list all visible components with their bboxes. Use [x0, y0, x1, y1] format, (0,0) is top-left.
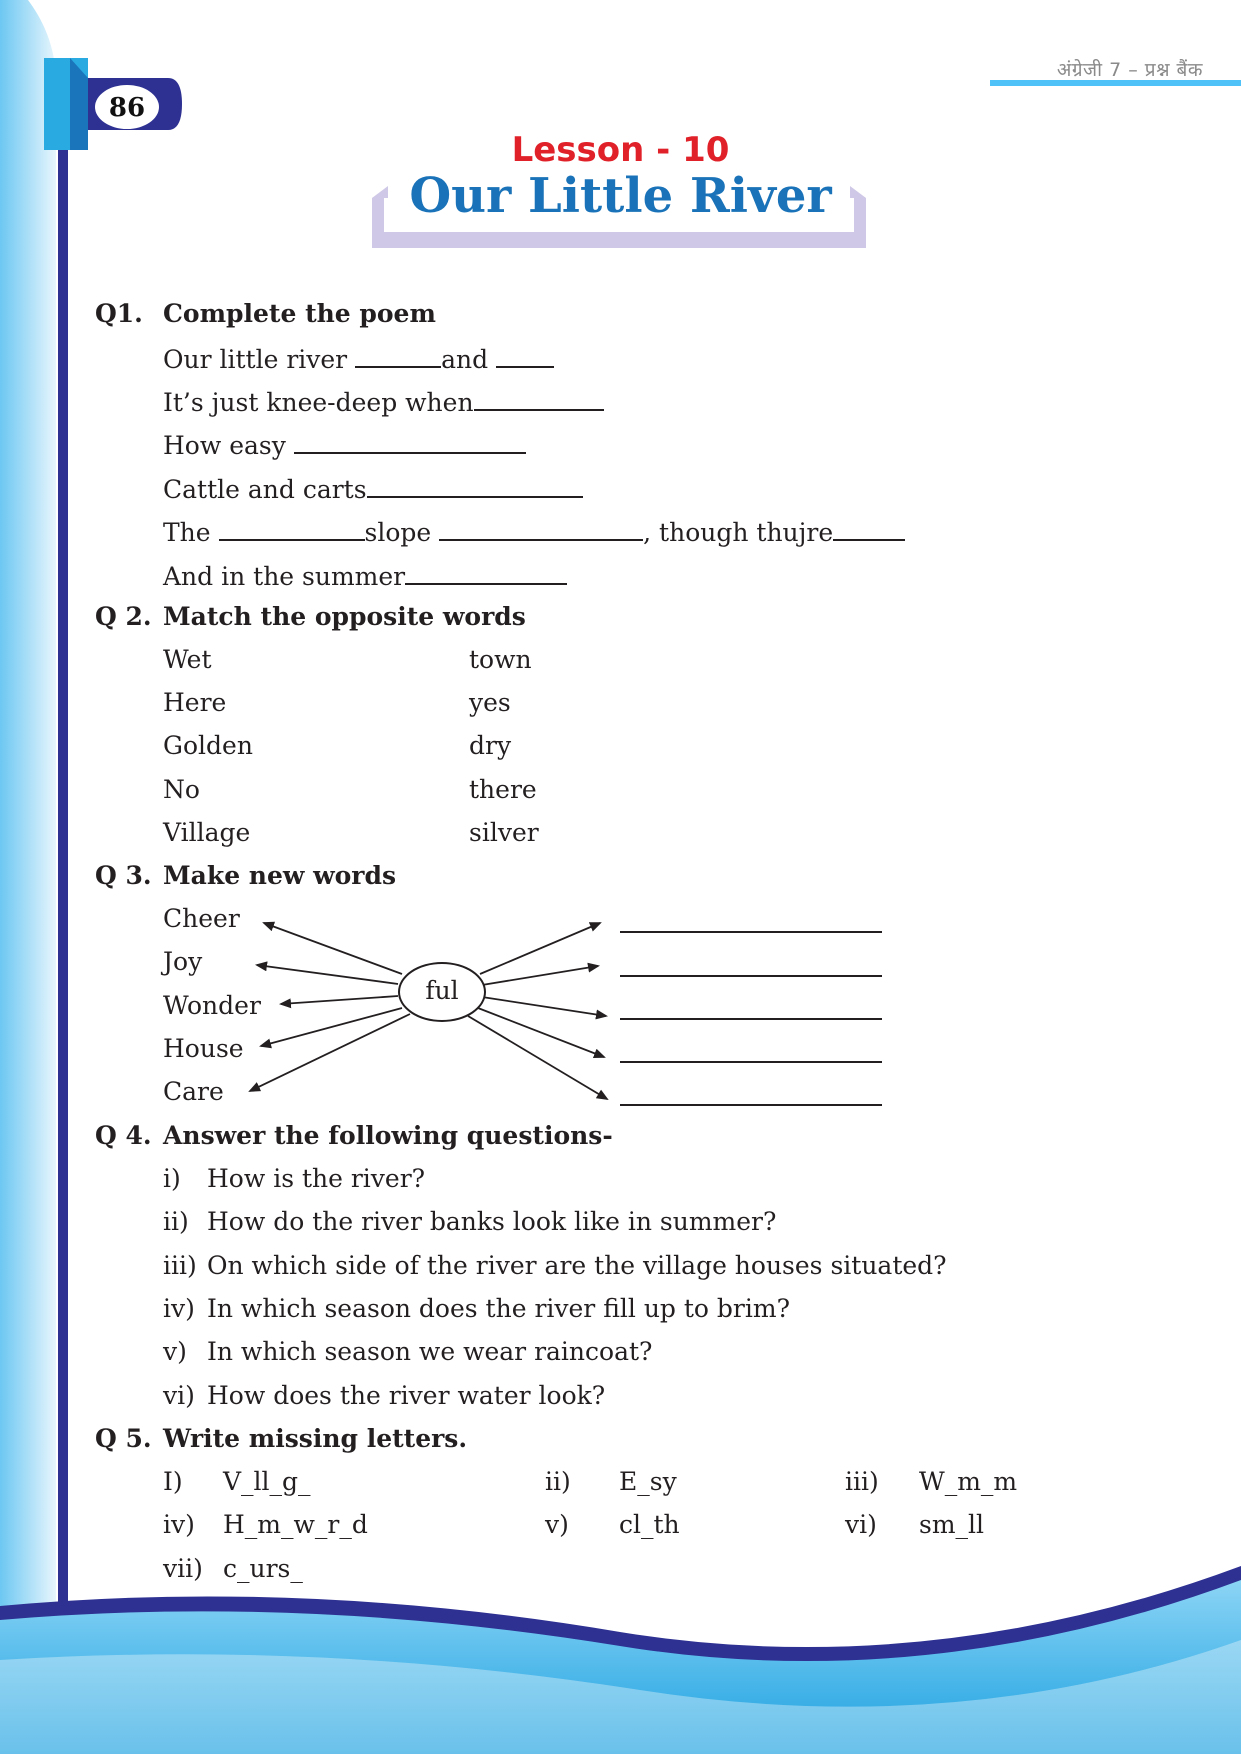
q1-title: Complete the poem	[163, 299, 436, 328]
match-right-word: town	[469, 645, 532, 674]
match-right-word: there	[469, 775, 537, 804]
missing-letters-word: H_m_w_r_d	[223, 1510, 368, 1539]
answer-line	[620, 975, 882, 977]
page-number: 86	[108, 93, 146, 123]
arrow-to-house	[261, 1008, 402, 1046]
arrow-out-5	[468, 1016, 607, 1099]
item-num: v)	[545, 1510, 569, 1539]
question-num: vi)	[163, 1381, 195, 1410]
book-label: अंग्रेजी 7 – प्रश्न बैंक	[1056, 59, 1203, 81]
answer-line	[620, 1018, 882, 1020]
poem-line: Cattle and carts	[163, 472, 583, 504]
missing-letters-word: E_sy	[619, 1467, 677, 1496]
lesson-label: Lesson - 10	[511, 130, 730, 170]
question-text: How do the river banks look like in summer?	[207, 1207, 777, 1236]
match-left-word: Here	[163, 688, 227, 717]
question-text: How does the river water look?	[207, 1381, 606, 1410]
item-num: I)	[163, 1467, 183, 1496]
item-num: iv)	[163, 1510, 195, 1539]
missing-letters-word: cl_th	[619, 1510, 680, 1539]
item-num: iii)	[845, 1467, 879, 1496]
arrow-to-joy	[257, 965, 398, 984]
item-num: vi)	[845, 1510, 877, 1539]
poem-line: And in the summer	[163, 559, 567, 591]
missing-letters-word: V_ll_g_	[223, 1467, 311, 1496]
question-num: iv)	[163, 1294, 195, 1323]
q1-number: Q1.	[95, 299, 143, 328]
match-right-word: yes	[469, 688, 511, 717]
poem-line: It’s just knee-deep when	[163, 385, 604, 417]
q2-number: Q 2.	[95, 602, 152, 631]
missing-letters-word: W_m_m	[919, 1467, 1018, 1496]
question-num: i)	[163, 1164, 181, 1193]
match-left-word: Village	[163, 818, 251, 847]
q2-title: Match the opposite words	[163, 602, 526, 631]
question-text: In which season we wear raincoat?	[207, 1337, 653, 1366]
q5-number: Q 5.	[95, 1424, 152, 1453]
arrow-out-3	[482, 997, 606, 1016]
poem-line: The slope , though thujre	[163, 515, 905, 547]
q3-number: Q 3.	[95, 861, 152, 890]
q5-title: Write missing letters.	[163, 1424, 468, 1453]
arrow-out-1	[480, 923, 600, 974]
root-word: Cheer	[163, 904, 240, 933]
match-left-word: Golden	[163, 731, 253, 760]
answer-line	[620, 931, 882, 933]
poem-line: How easy	[163, 428, 526, 460]
lesson-title: Our Little River	[409, 168, 832, 224]
poem-line: Our little river and	[163, 342, 554, 374]
item-num: ii)	[545, 1467, 571, 1496]
answer-line	[620, 1104, 882, 1106]
root-word: Wonder	[163, 991, 261, 1020]
question-num: iii)	[163, 1251, 197, 1280]
q4-number: Q 4.	[95, 1121, 152, 1150]
answer-line	[620, 1061, 882, 1063]
question-text: In which season does the river fill up to brim?	[207, 1294, 790, 1323]
match-right-word: dry	[469, 731, 512, 760]
q4-title: Answer the following questions-	[163, 1121, 613, 1150]
missing-letters-word: c_urs_	[223, 1554, 303, 1583]
arrow-out-2	[482, 966, 598, 985]
item-num: vii)	[163, 1554, 203, 1583]
root-word: Joy	[163, 947, 203, 976]
question-text: How is the river?	[207, 1164, 426, 1193]
arrow-to-care	[250, 1014, 410, 1091]
root-word: Care	[163, 1077, 224, 1106]
match-left-word: No	[163, 775, 200, 804]
question-num: ii)	[163, 1207, 189, 1236]
suffix-ful: ful	[398, 962, 486, 1022]
arrow-to-cheer	[264, 923, 402, 974]
arrow-to-wonder	[281, 996, 398, 1004]
missing-letters-word: sm_ll	[919, 1510, 985, 1539]
q3-title: Make new words	[163, 861, 397, 890]
match-right-word: silver	[469, 818, 539, 847]
match-left-word: Wet	[163, 645, 212, 674]
question-text: On which side of the river are the village houses situated?	[207, 1251, 947, 1280]
root-word: House	[163, 1034, 244, 1063]
question-num: v)	[163, 1337, 187, 1366]
